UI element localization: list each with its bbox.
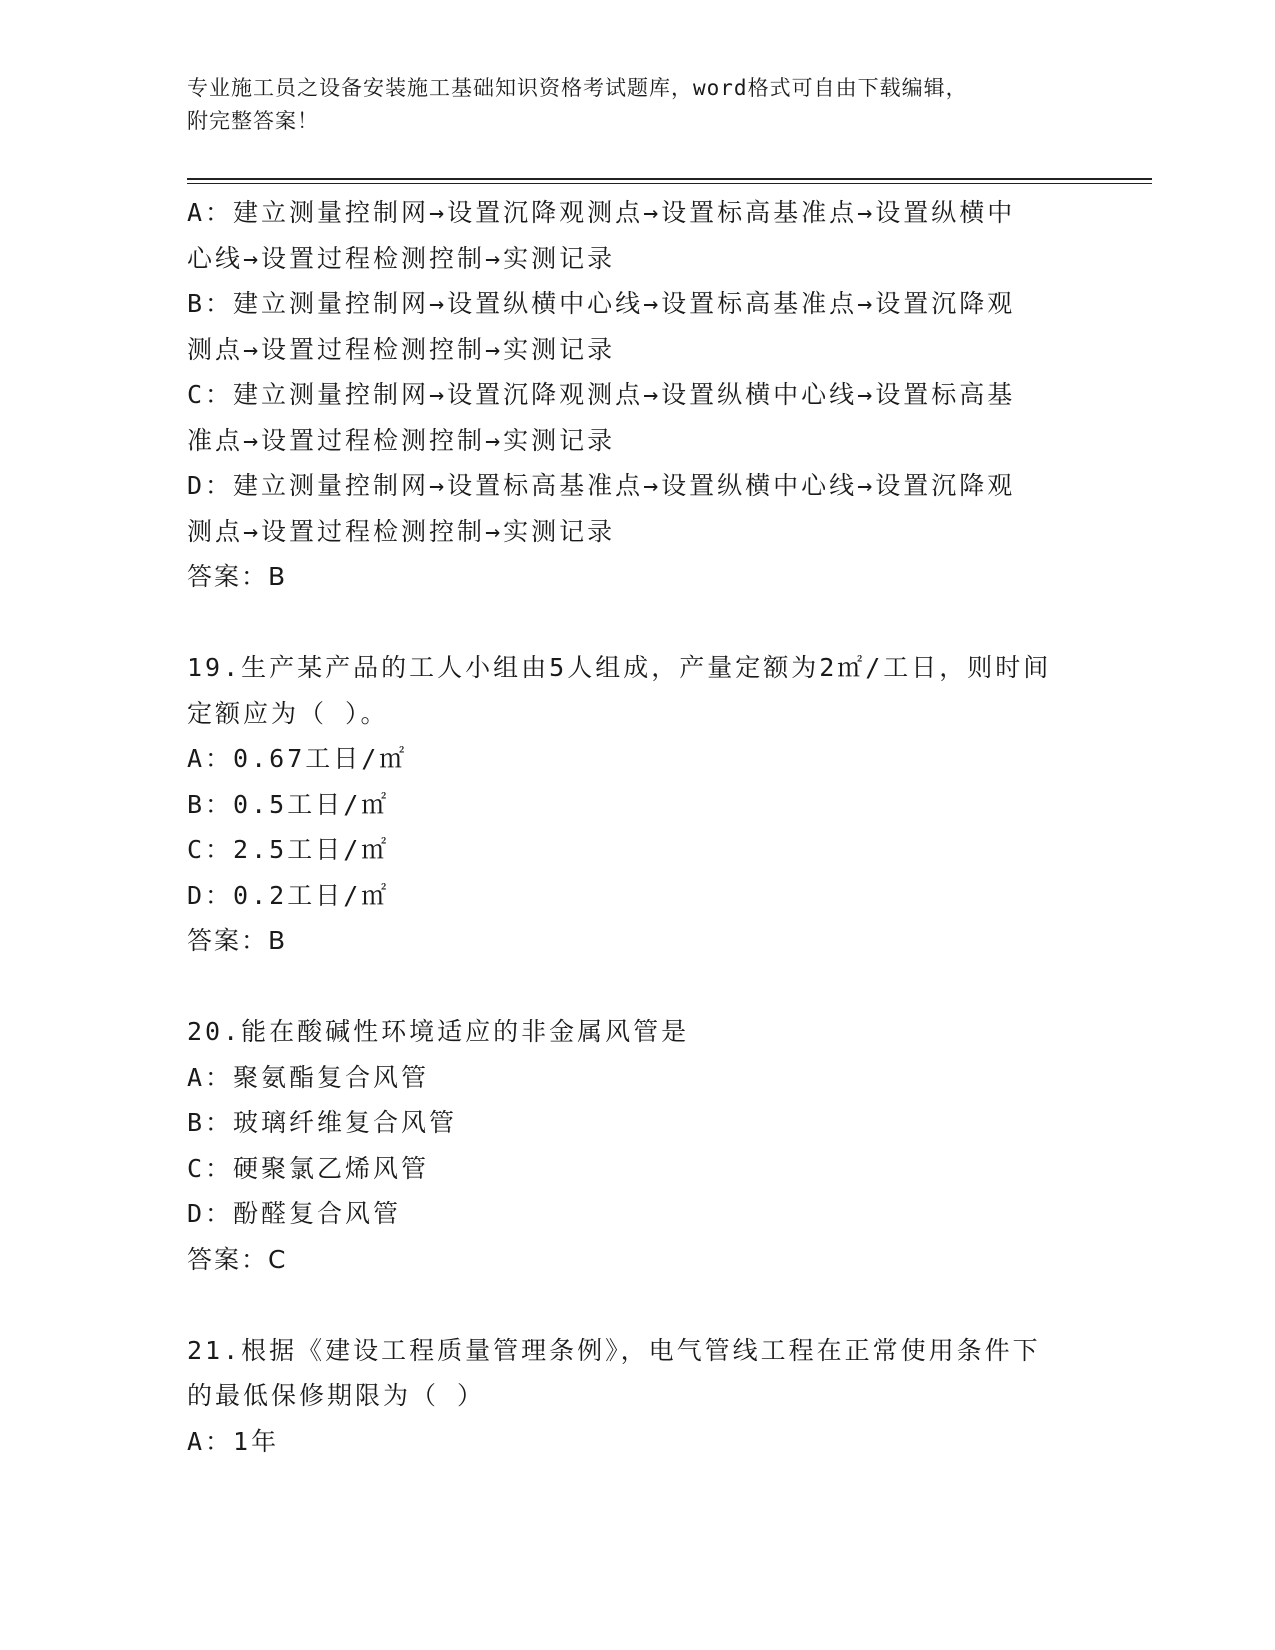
option-c: C：硬聚氯乙烯风管 xyxy=(187,1153,430,1183)
option-a-line-2: 心线→设置过程检测控制→实测记录 xyxy=(187,243,616,273)
question-content xyxy=(187,190,1087,1464)
option-a: A：0.67工日/㎡ xyxy=(187,744,408,773)
option-a: A：1年 xyxy=(187,1426,280,1456)
header-divider-thick xyxy=(187,178,1152,180)
answer-19: 答案：B xyxy=(187,926,288,955)
option-a-line-1: A：建立测量控制网→设置沉降观测点→设置标高基准点→设置纵横中 xyxy=(187,198,1016,227)
answer-18: 答案：B xyxy=(187,562,288,591)
header-line-1: 专业施工员之设备安装施工基础知识资格考试题库，word格式可自由下载编辑， xyxy=(187,76,968,100)
answer-20: 答案：C xyxy=(187,1244,288,1274)
option-d-line-2: 测点→设置过程检测控制→实测记录 xyxy=(187,516,616,546)
option-d: D：酚醛复合风管 xyxy=(187,1199,402,1228)
header-divider-thin xyxy=(187,183,1152,184)
option-b: B：玻璃纤维复合风管 xyxy=(187,1108,458,1137)
question-stem: 20.能在酸碱性环境适应的非金属风管是 xyxy=(187,1017,690,1046)
option-a: A：聚氨酯复合风管 xyxy=(187,1062,430,1092)
option-d: D：0.2工日/㎡ xyxy=(187,880,390,910)
option-d-line-1: D：建立测量控制网→设置标高基准点→设置纵横中心线→设置沉降观 xyxy=(187,471,1016,500)
spacer xyxy=(187,600,1087,646)
question-stem-line-1: 19.生产某产品的工人小组由5人组成，产量定额为2㎡/工日，则时间 xyxy=(187,653,1052,682)
question-20 xyxy=(187,1009,1087,1282)
option-b-line-2: 测点→设置过程检测控制→实测记录 xyxy=(187,334,616,364)
spacer xyxy=(187,964,1087,1010)
option-c: C：2.5工日/㎡ xyxy=(187,835,390,864)
option-b-line-1: B：建立测量控制网→设置纵横中心线→设置标高基准点→设置沉降观 xyxy=(187,289,1016,318)
option-c-line-2: 准点→设置过程检测控制→实测记录 xyxy=(187,425,616,455)
document-header xyxy=(187,72,1087,138)
question-18 xyxy=(187,190,1087,600)
option-c-line-1: C：建立测量控制网→设置沉降观测点→设置纵横中心线→设置标高基 xyxy=(187,380,1016,409)
question-21 xyxy=(187,1328,1087,1465)
header-line-2: 附完整答案！ xyxy=(187,109,319,133)
question-stem-line-2: 定额应为（ ）。 xyxy=(187,698,389,728)
option-b: B：0.5工日/㎡ xyxy=(187,789,390,819)
question-stem-line-1: 21.根据《建设工程质量管理条例》，电气管线工程在正常使用条件下 xyxy=(187,1335,1041,1365)
spacer xyxy=(187,1282,1087,1328)
question-stem-line-2: 的最低保修期限为（ ） xyxy=(187,1381,486,1410)
question-19 xyxy=(187,645,1087,964)
